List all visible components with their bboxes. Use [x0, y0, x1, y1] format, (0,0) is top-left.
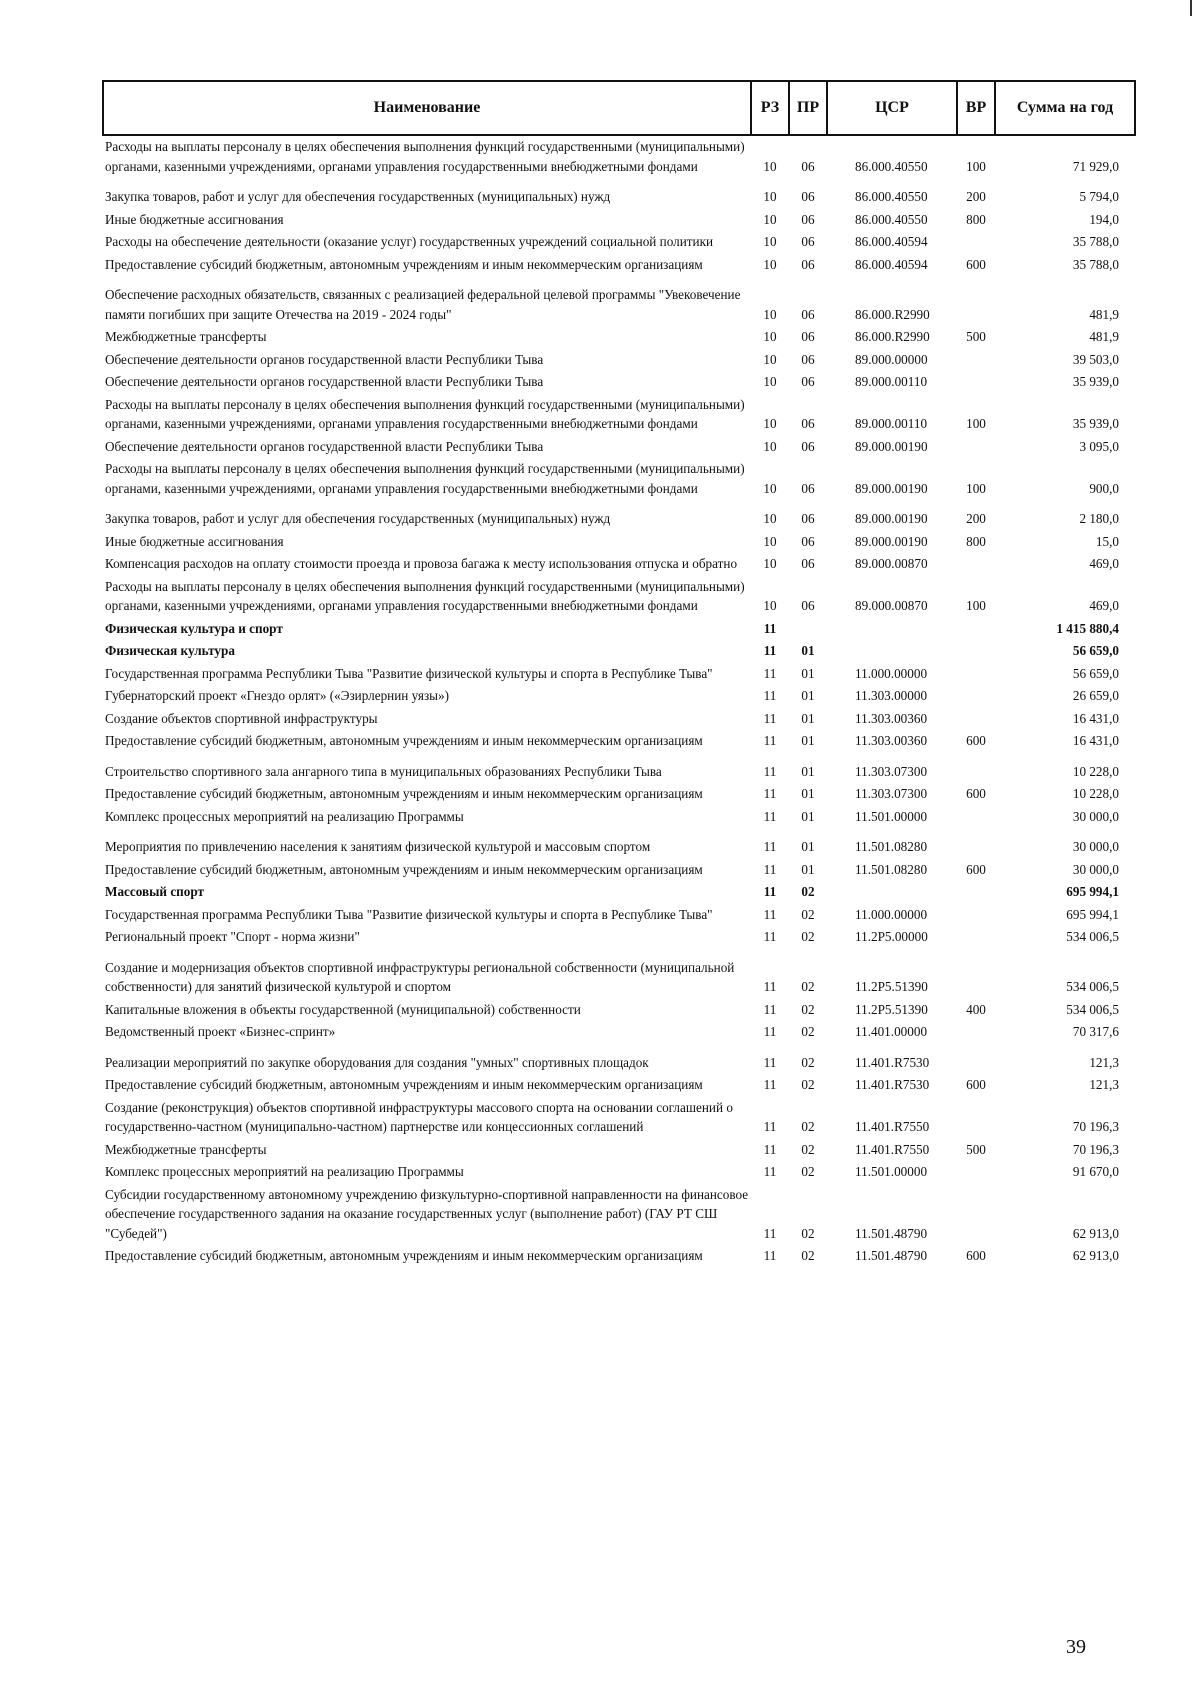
row-sum: 469,0 — [1089, 556, 1119, 571]
row-vr: 100 — [966, 598, 986, 613]
row-sum: 481,9 — [1089, 329, 1119, 344]
row-rz: 11 — [763, 1248, 777, 1263]
row-vr: 500 — [966, 1141, 986, 1157]
row-csr: 89.000.00190 — [855, 438, 928, 454]
budget-table — [102, 80, 1136, 1268]
table-row — [103, 254, 1135, 277]
row-vr: 600 — [966, 786, 986, 801]
table-row — [103, 349, 1135, 372]
row-sum: 70 196,3 — [1072, 1141, 1119, 1157]
row-name: Закупка товаров, работ и услуг для обеспечения государственных (муниципальных) нужд — [105, 189, 611, 204]
table-row — [103, 828, 1135, 859]
row-name: Иные бюджетные ассигнования — [105, 533, 284, 549]
row-sum: 695 994,1 — [1066, 884, 1119, 899]
row-vr: 200 — [966, 189, 986, 204]
row-pr: 02 — [801, 979, 815, 994]
row-sum: 121,3 — [1089, 1054, 1119, 1070]
row-pr: 01 — [801, 710, 815, 726]
row-pr: 06 — [801, 351, 815, 367]
row-sum: 469,0 — [1089, 598, 1119, 613]
row-vr — [957, 949, 995, 999]
row-name: Обеспечение деятельности органов государственной власти Республики Тыва — [105, 438, 544, 454]
row-rz: 11 — [763, 906, 777, 922]
row-name: Строительство спортивного зала ангарного типа в муниципальных образованиях Республики Тыва — [105, 763, 662, 779]
row-pr: 01 — [801, 643, 815, 658]
row-name: Предоставление субсидий бюджетным, автономным учреждениям и иным некоммерческим организациям — [105, 256, 703, 272]
row-pr: 01 — [801, 808, 815, 824]
row-name: Расходы на выплаты персоналу в целях обеспечения выполнения функций государственными (муниципальными) органами, казенными учреждениями, органами управления государственными внебюджетными фондами — [105, 461, 745, 496]
row-pr: 01 — [801, 665, 815, 681]
row-rz: 10 — [763, 234, 777, 249]
table-row — [103, 553, 1135, 576]
header-vr: ВР — [957, 81, 995, 135]
header-csr: ЦСР — [827, 81, 957, 135]
header-sum: Сумма на год — [995, 81, 1135, 135]
row-name: Расходы на выплаты персоналу в целях обеспечения выполнения функций государственными (муниципальными) органами, казенными учреждениями, органами управления государственными внебюджетными фондами — [105, 139, 745, 174]
row-vr — [957, 1097, 995, 1139]
row-sum: 35 939,0 — [1072, 374, 1119, 389]
row-sum: 5 794,0 — [1079, 189, 1119, 204]
row-sum: 30 000,0 — [1072, 808, 1119, 824]
row-pr: 06 — [801, 189, 815, 204]
table-row — [103, 135, 1135, 178]
row-rz: 10 — [763, 211, 777, 227]
row-sum: 26 659,0 — [1072, 688, 1119, 703]
row-rz: 11 — [763, 620, 777, 636]
row-pr: 06 — [801, 438, 815, 454]
table-row — [103, 618, 1135, 641]
row-vr — [957, 904, 995, 927]
row-name: Государственная программа Республики Тыва "Развитие физической культуры и спорта в Республике Тыва" — [105, 906, 713, 922]
row-csr: 89.000.00190 — [855, 480, 928, 496]
row-vr: 600 — [966, 733, 986, 748]
row-vr: 600 — [966, 256, 986, 272]
row-rz: 11 — [763, 733, 777, 748]
table-row — [103, 394, 1135, 436]
table-row — [103, 1097, 1135, 1139]
row-sum: 62 913,0 — [1072, 1225, 1119, 1241]
table-body — [103, 135, 1135, 1268]
row-csr: 89.000.00000 — [855, 351, 928, 367]
table-row — [103, 458, 1135, 500]
row-csr: 11.401.R7530 — [855, 1077, 930, 1092]
table-row — [103, 859, 1135, 882]
row-rz: 10 — [763, 329, 777, 344]
row-vr: 800 — [966, 533, 986, 549]
row-rz: 10 — [763, 351, 777, 367]
row-csr: 86.000.40594 — [855, 256, 928, 272]
row-pr: 06 — [801, 306, 815, 322]
row-vr: 600 — [966, 1248, 986, 1263]
row-name: Расходы на обеспечение деятельности (оказание услуг) государственных учреждений социальной политики — [105, 234, 714, 249]
row-vr: 600 — [966, 1077, 986, 1092]
row-csr: 89.000.00110 — [855, 416, 928, 431]
row-pr: 02 — [801, 1054, 815, 1070]
table-row — [103, 640, 1135, 663]
row-name: Создание и модернизация объектов спортивной инфраструктуры региональной собственности (муниципальной собственности) для занятий физической культурой и спортом — [105, 959, 735, 994]
row-rz: 10 — [763, 374, 777, 389]
row-vr — [957, 1044, 995, 1075]
row-vr: 800 — [966, 211, 986, 227]
row-vr — [957, 753, 995, 784]
table-row — [103, 708, 1135, 731]
row-csr — [827, 640, 957, 663]
row-rz: 10 — [763, 511, 777, 526]
row-csr: 86.000.40550 — [855, 158, 928, 174]
row-name: Расходы на выплаты персоналу в целях обеспечения выполнения функций государственными (муниципальными) органами, казенными учреждениями, органами управления государственными внебюджетными фондами — [105, 578, 745, 613]
row-name: Физическая культура — [105, 643, 235, 658]
row-name: Межбюджетные трансферты — [105, 1141, 267, 1157]
row-vr — [957, 881, 995, 904]
row-rz: 11 — [763, 1054, 777, 1070]
row-name: Обеспечение расходных обязательств, связанных с реализацией федеральной целевой программы "Увековечение памяти погибших при защите Отечества на 2019 - 2024 годы" — [105, 287, 741, 322]
row-vr: 100 — [966, 416, 986, 431]
table-row — [103, 999, 1135, 1022]
row-pr: 06 — [801, 598, 815, 613]
table-row — [103, 436, 1135, 459]
table-row — [103, 178, 1135, 209]
row-rz: 11 — [763, 1225, 777, 1241]
row-vr — [957, 663, 995, 686]
row-pr: 06 — [801, 329, 815, 344]
row-csr: 11.303.00000 — [855, 688, 928, 703]
row-csr: 89.000.00870 — [855, 556, 928, 571]
table-row — [103, 1074, 1135, 1097]
row-rz: 11 — [763, 861, 777, 877]
row-rz: 11 — [763, 979, 777, 994]
row-name: Реализации мероприятий по закупке оборудования для создания "умных" спортивных площадок — [105, 1054, 649, 1070]
row-name: Создание (реконструкция) объектов спортивной инфраструктуры массового спорта на основании соглашений о государственно-частном (муниципально-частном) партнерстве или концессионных соглашений — [105, 1099, 733, 1134]
row-csr: 11.2Р5.51390 — [855, 979, 928, 994]
row-rz: 10 — [763, 533, 777, 549]
row-name: Иные бюджетные ассигнования — [105, 211, 284, 227]
row-name: Предоставление субсидий бюджетным, автономным учреждениям и иным некоммерческим организациям — [105, 1077, 703, 1092]
table-row — [103, 753, 1135, 784]
row-vr: 100 — [966, 158, 986, 174]
row-name: Субсидии государственному автономному учреждению физкультурно-спортивной направленности на финансовое обеспечение государственного задания на оказание государственных услуг (выполнение работ) (ГАУ РТ СШ "Субедей") — [105, 1186, 749, 1241]
row-rz: 10 — [763, 189, 777, 204]
row-sum: 30 000,0 — [1072, 861, 1119, 877]
table-row — [103, 1245, 1135, 1268]
row-pr: 06 — [801, 416, 815, 431]
table-row — [103, 326, 1135, 349]
row-csr: 11.000.00000 — [855, 665, 928, 681]
row-vr — [957, 618, 995, 641]
row-sum: 534 006,5 — [1066, 1001, 1119, 1017]
row-pr: 02 — [801, 1119, 815, 1134]
row-csr: 11.303.07300 — [855, 763, 928, 779]
row-name: Мероприятия по привлечению населения к занятиям физической культурой и массовым спортом — [105, 839, 651, 854]
row-rz: 11 — [763, 688, 777, 703]
row-csr: 11.501.00000 — [855, 1164, 928, 1179]
row-vr — [957, 640, 995, 663]
table-row — [103, 1161, 1135, 1184]
row-rz: 10 — [763, 256, 777, 272]
row-csr: 89.000.00190 — [855, 533, 928, 549]
scan-edge-mark — [1190, 0, 1192, 16]
row-sum: 1 415 880,4 — [1056, 620, 1119, 636]
header-name: Наименование — [103, 81, 751, 135]
row-sum: 71 929,0 — [1072, 158, 1119, 174]
row-rz: 11 — [763, 1164, 777, 1179]
row-vr: 100 — [966, 480, 986, 496]
row-csr: 11.501.08280 — [855, 861, 928, 877]
table-row — [103, 500, 1135, 531]
row-name: Комплекс процессных мероприятий на реализацию Программы — [105, 1164, 464, 1179]
row-sum: 10 228,0 — [1072, 763, 1119, 779]
row-csr: 11.401.R7530 — [855, 1054, 930, 1070]
row-rz: 11 — [763, 929, 777, 944]
row-name: Физическая культура и спорт — [105, 620, 283, 636]
table-row — [103, 783, 1135, 806]
row-csr: 11.501.48790 — [855, 1248, 928, 1263]
row-sum: 481,9 — [1089, 306, 1119, 322]
row-csr — [827, 618, 957, 641]
row-vr — [957, 371, 995, 394]
row-rz: 10 — [763, 306, 777, 322]
row-vr — [957, 436, 995, 459]
table-row — [103, 663, 1135, 686]
row-vr — [957, 685, 995, 708]
row-sum: 534 006,5 — [1066, 929, 1119, 944]
table-row — [103, 231, 1135, 254]
row-vr — [957, 276, 995, 326]
row-sum: 695 994,1 — [1066, 906, 1119, 922]
page-number: 39 — [1066, 1636, 1086, 1658]
row-csr: 11.401.R7550 — [855, 1119, 930, 1134]
row-name: Обеспечение деятельности органов государственной власти Республики Тыва — [105, 351, 544, 367]
header-rz: РЗ — [751, 81, 789, 135]
row-name: Государственная программа Республики Тыва "Развитие физической культуры и спорта в Республике Тыва" — [105, 665, 713, 681]
table-row — [103, 926, 1135, 949]
table-row — [103, 904, 1135, 927]
row-rz: 10 — [763, 598, 777, 613]
table-row — [103, 371, 1135, 394]
table-row — [103, 209, 1135, 232]
row-sum: 62 913,0 — [1072, 1248, 1119, 1263]
row-rz: 11 — [763, 1024, 777, 1039]
row-vr — [957, 553, 995, 576]
row-csr: 89.000.00190 — [855, 511, 928, 526]
row-sum: 56 659,0 — [1072, 665, 1119, 681]
row-vr — [957, 828, 995, 859]
row-name: Компенсация расходов на оплату стоимости проезда и провоза багажа к месту использования отпуска и обратно — [105, 556, 738, 571]
row-vr — [957, 1161, 995, 1184]
row-pr: 02 — [801, 1248, 815, 1263]
row-csr: 11.501.48790 — [855, 1225, 928, 1241]
row-sum: 70 196,3 — [1072, 1119, 1119, 1134]
row-csr: 11.303.00360 — [855, 733, 928, 748]
row-name: Предоставление субсидий бюджетным, автономным учреждениям и иным некоммерческим организациям — [105, 733, 703, 748]
row-pr: 01 — [801, 861, 815, 877]
table-row — [103, 685, 1135, 708]
row-rz: 11 — [763, 786, 777, 801]
row-name: Предоставление субсидий бюджетным, автономным учреждениям и иным некоммерческим организациям — [105, 786, 703, 801]
row-rz: 11 — [763, 643, 777, 658]
row-rz: 11 — [763, 1001, 777, 1017]
row-vr: 600 — [966, 861, 986, 877]
row-pr: 01 — [801, 786, 815, 801]
row-name: Комплекс процессных мероприятий на реализацию Программы — [105, 808, 464, 824]
row-csr: 11.2Р5.51390 — [855, 1001, 928, 1017]
row-csr: 11.401.00000 — [855, 1024, 928, 1039]
row-rz: 11 — [763, 884, 777, 899]
row-vr: 400 — [966, 1001, 986, 1017]
row-rz: 10 — [763, 158, 777, 174]
row-name: Создание объектов спортивной инфраструктуры — [105, 710, 378, 726]
row-pr: 02 — [801, 1164, 815, 1179]
row-sum: 121,3 — [1089, 1077, 1119, 1092]
row-csr: 86.000.40594 — [855, 234, 928, 249]
row-rz: 11 — [763, 1119, 777, 1134]
row-csr: 11.303.00360 — [855, 710, 928, 726]
table-row — [103, 576, 1135, 618]
row-sum: 15,0 — [1095, 533, 1119, 549]
table-row — [103, 881, 1135, 904]
row-pr: 01 — [801, 763, 815, 779]
row-sum: 91 670,0 — [1072, 1164, 1119, 1179]
row-csr — [827, 881, 957, 904]
table-row — [103, 1139, 1135, 1162]
row-sum: 534 006,5 — [1066, 979, 1119, 994]
row-pr: 06 — [801, 480, 815, 496]
table-row — [103, 276, 1135, 326]
row-rz: 11 — [763, 1141, 777, 1157]
row-csr: 11.000.00000 — [855, 906, 928, 922]
row-rz: 10 — [763, 416, 777, 431]
row-sum: 35 939,0 — [1072, 416, 1119, 431]
row-sum: 56 659,0 — [1072, 643, 1119, 658]
row-sum: 35 788,0 — [1072, 234, 1119, 249]
row-name: Региональный проект "Спорт - норма жизни" — [105, 929, 360, 944]
row-pr: 02 — [801, 1024, 815, 1039]
table-row — [103, 949, 1135, 999]
row-pr: 02 — [801, 906, 815, 922]
row-csr: 89.000.00110 — [855, 374, 928, 389]
row-csr: 86.000.R2990 — [855, 329, 930, 344]
row-rz: 10 — [763, 480, 777, 496]
row-pr: 06 — [801, 533, 815, 549]
row-vr — [957, 708, 995, 731]
row-pr: 02 — [801, 1141, 815, 1157]
row-vr — [957, 926, 995, 949]
row-sum: 2 180,0 — [1079, 511, 1119, 526]
row-rz: 10 — [763, 438, 777, 454]
row-name: Расходы на выплаты персоналу в целях обеспечения выполнения функций государственными (муниципальными) органами, казенными учреждениями, органами управления государственными внебюджетными фондами — [105, 396, 745, 431]
row-sum: 900,0 — [1089, 480, 1119, 496]
row-pr: 06 — [801, 158, 815, 174]
row-name: Межбюджетные трансферты — [105, 329, 267, 344]
row-sum: 194,0 — [1089, 211, 1119, 227]
row-name: Губернаторский проект «Гнездо орлят» («Эзирлернин уязы») — [105, 688, 450, 703]
row-sum: 16 431,0 — [1072, 710, 1119, 726]
row-rz: 11 — [763, 839, 777, 854]
row-sum: 10 228,0 — [1072, 786, 1119, 801]
row-pr: 06 — [801, 234, 815, 249]
row-vr — [957, 1184, 995, 1246]
row-csr: 11.501.00000 — [855, 808, 928, 824]
row-name: Предоставление субсидий бюджетным, автономным учреждениям и иным некоммерческим организациям — [105, 861, 703, 877]
row-pr: 02 — [801, 929, 815, 944]
row-rz: 11 — [763, 710, 777, 726]
row-pr — [789, 618, 827, 641]
row-name: Предоставление субсидий бюджетным, автономным учреждениям и иным некоммерческим организациям — [105, 1248, 703, 1263]
row-vr: 200 — [966, 511, 986, 526]
row-vr: 500 — [966, 329, 986, 344]
table-header — [103, 81, 1135, 135]
row-rz: 11 — [763, 1077, 777, 1092]
row-vr — [957, 231, 995, 254]
row-pr: 02 — [801, 1077, 815, 1092]
row-pr: 02 — [801, 1001, 815, 1017]
row-vr — [957, 1021, 995, 1044]
row-csr: 86.000.40550 — [855, 211, 928, 227]
row-sum: 70 317,6 — [1072, 1024, 1119, 1039]
row-sum: 39 503,0 — [1072, 351, 1119, 367]
row-sum: 3 095,0 — [1079, 438, 1119, 454]
row-csr: 89.000.00870 — [855, 598, 928, 613]
row-pr: 06 — [801, 256, 815, 272]
row-rz: 11 — [763, 763, 777, 779]
header-pr: ПР — [789, 81, 827, 135]
row-csr: 86.000.40550 — [855, 189, 928, 204]
table-row — [103, 1021, 1135, 1044]
row-sum: 16 431,0 — [1072, 733, 1119, 748]
row-rz: 11 — [763, 808, 777, 824]
table-row — [103, 1184, 1135, 1246]
row-sum: 30 000,0 — [1072, 839, 1119, 854]
row-csr: 86.000.R2990 — [855, 306, 930, 322]
row-csr: 11.401.R7550 — [855, 1141, 930, 1157]
row-pr: 02 — [801, 1225, 815, 1241]
table-row — [103, 1044, 1135, 1075]
table-row — [103, 730, 1135, 753]
row-rz: 10 — [763, 556, 777, 571]
row-name: Капитальные вложения в объекты государственной (муниципальной) собственности — [105, 1001, 581, 1017]
table-row — [103, 806, 1135, 829]
row-rz: 11 — [763, 665, 777, 681]
row-pr: 01 — [801, 839, 815, 854]
row-sum: 35 788,0 — [1072, 256, 1119, 272]
row-name: Массовый спорт — [105, 884, 205, 899]
row-vr — [957, 349, 995, 372]
row-pr: 01 — [801, 688, 815, 703]
row-csr: 11.2Р5.00000 — [855, 929, 928, 944]
row-pr: 06 — [801, 211, 815, 227]
row-name: Обеспечение деятельности органов государственной власти Республики Тыва — [105, 374, 544, 389]
row-csr: 11.501.08280 — [855, 839, 928, 854]
row-name: Ведомственный проект «Бизнес-спринт» — [105, 1024, 336, 1039]
row-pr: 01 — [801, 733, 815, 748]
row-name: Закупка товаров, работ и услуг для обеспечения государственных (муниципальных) нужд — [105, 511, 611, 526]
row-pr: 06 — [801, 556, 815, 571]
row-pr: 06 — [801, 374, 815, 389]
row-csr: 11.303.07300 — [855, 786, 928, 801]
table-row — [103, 531, 1135, 554]
row-pr: 02 — [801, 884, 815, 899]
row-vr — [957, 806, 995, 829]
row-pr: 06 — [801, 511, 815, 526]
